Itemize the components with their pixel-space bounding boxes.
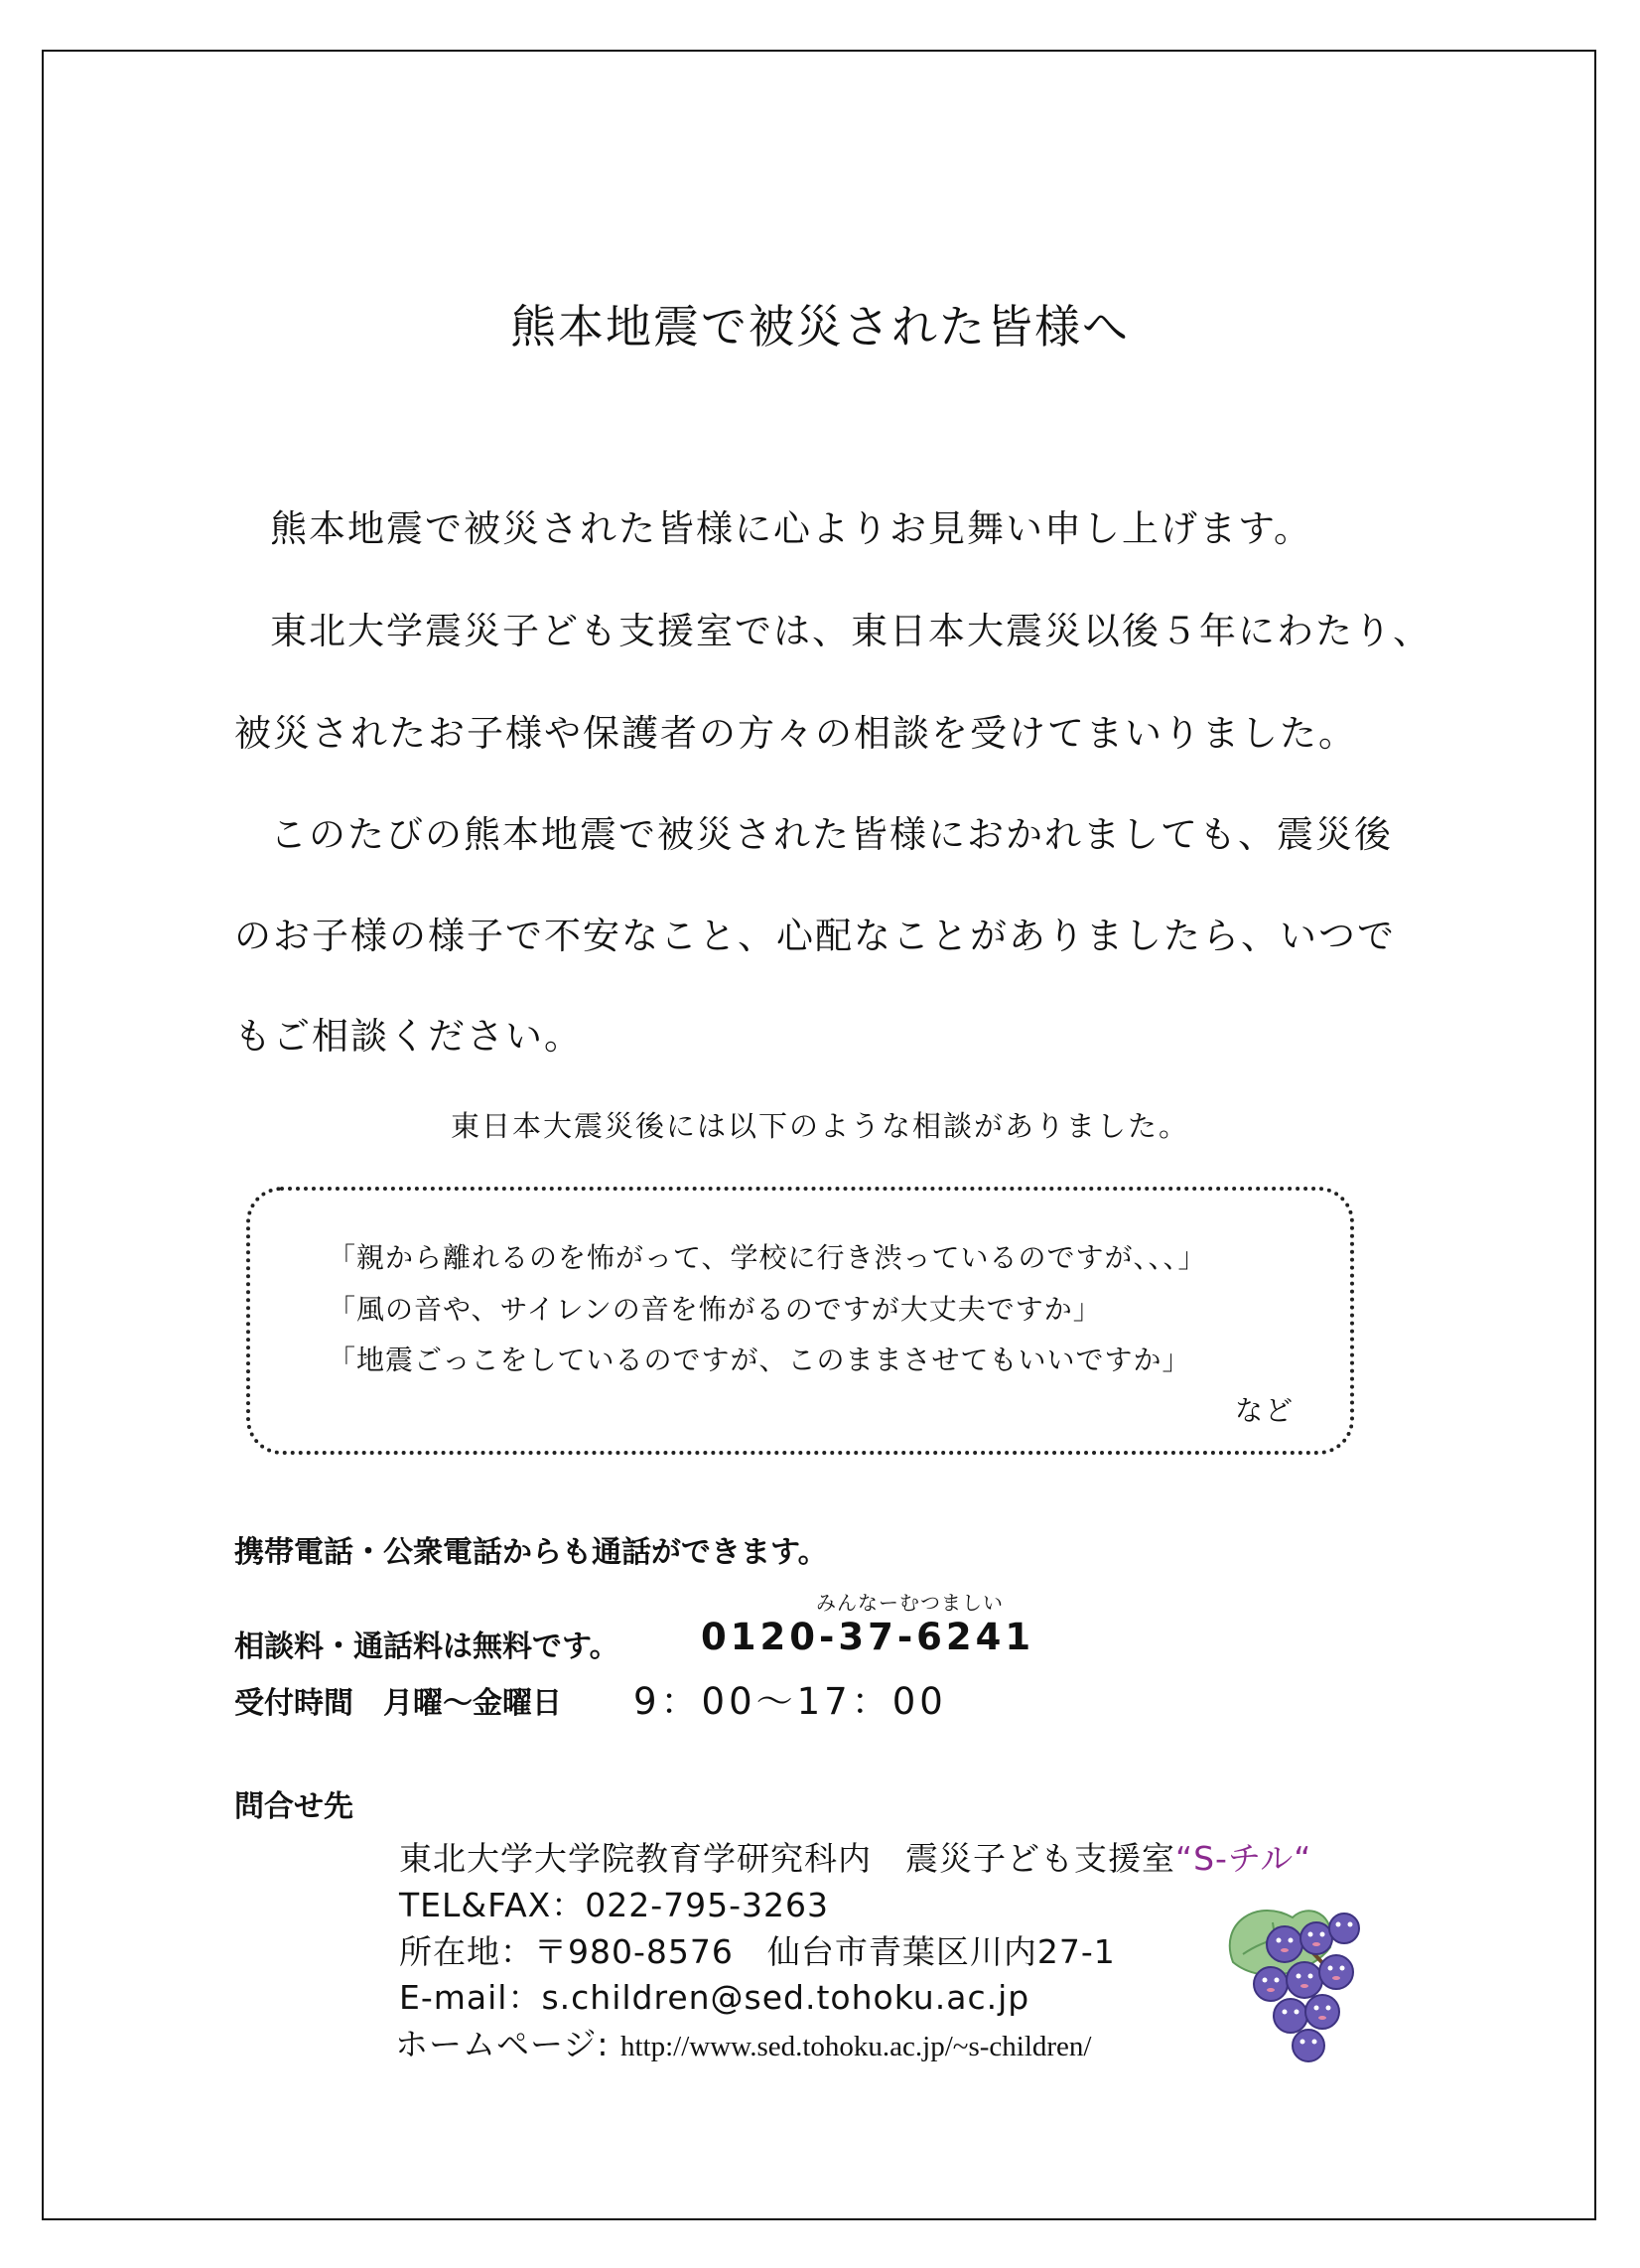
- message-line: もご相談ください。: [234, 1015, 583, 1058]
- message-line: のお子様の様子で不安なこと、心配なことがありましたら、いつで: [234, 915, 1396, 957]
- example-item: 「親から離れるのを怖がって、学校に行き渋っているのですが、、、」: [328, 1241, 1207, 1274]
- contact-heading: 問合せ先: [234, 1789, 353, 1824]
- fee-note: 相談料・通話料は無料です。: [234, 1630, 619, 1664]
- hours-time: 9：00～17：00: [633, 1680, 947, 1723]
- phone-reading: みんなーむつましい: [816, 1591, 1004, 1615]
- contact-telfax: TEL&FAX：022-795-3263: [399, 1886, 830, 1924]
- contact-homepage: [395, 2019, 1091, 2065]
- message-line: このたびの熊本地震で被災された皆様におかれましても、震災後: [270, 813, 1393, 856]
- message-line: 東北大学震災子ども支援室では、東日本大震災以後５年にわたり、: [270, 610, 1432, 652]
- contact-org: [399, 1833, 1311, 1880]
- grape-mascot-icon: [1213, 1893, 1380, 2069]
- message-line: 熊本地震で被災された皆様に心よりお見舞い申し上げます。: [270, 507, 1313, 550]
- example-item: 「地震ごっこをしているのですが、このままさせてもいいですか」: [328, 1344, 1191, 1376]
- hours-label: 受付時間 月曜～金曜日: [234, 1686, 562, 1721]
- example-item: 「風の音や、サイレンの音を怖がるのですが大丈夫ですか」: [328, 1293, 1102, 1326]
- contact-address: 所在地：〒980-8576 仙台市青葉区川内27-1: [399, 1932, 1116, 1971]
- contact-email[interactable]: E-mail：s.children@sed.tohoku.ac.jp: [399, 1978, 1030, 2017]
- mobile-note: 携帯電話・公衆電話からも通話ができます。: [234, 1535, 828, 1570]
- org-nickname: “S-チル“: [1175, 1839, 1312, 1878]
- homepage-label: ホームページ:: [395, 2025, 610, 2063]
- page-title: 熊本地震で被災された皆様へ: [510, 300, 1130, 354]
- examples-etc: など: [1235, 1394, 1296, 1427]
- examples-intro: 東日本大震災後には以下のような相談がありました。: [450, 1109, 1189, 1143]
- phone-number[interactable]: 0120-37-6241: [701, 1616, 1035, 1658]
- homepage-link[interactable]: http://www.sed.tohoku.ac.jp/~s-children/: [619, 2031, 1092, 2062]
- message-line: 被災されたお子様や保護者の方々の相談を受けてまいりました。: [234, 712, 1357, 755]
- org-name: 東北大学大学院教育学研究科内 震災子ども支援室: [399, 1839, 1175, 1878]
